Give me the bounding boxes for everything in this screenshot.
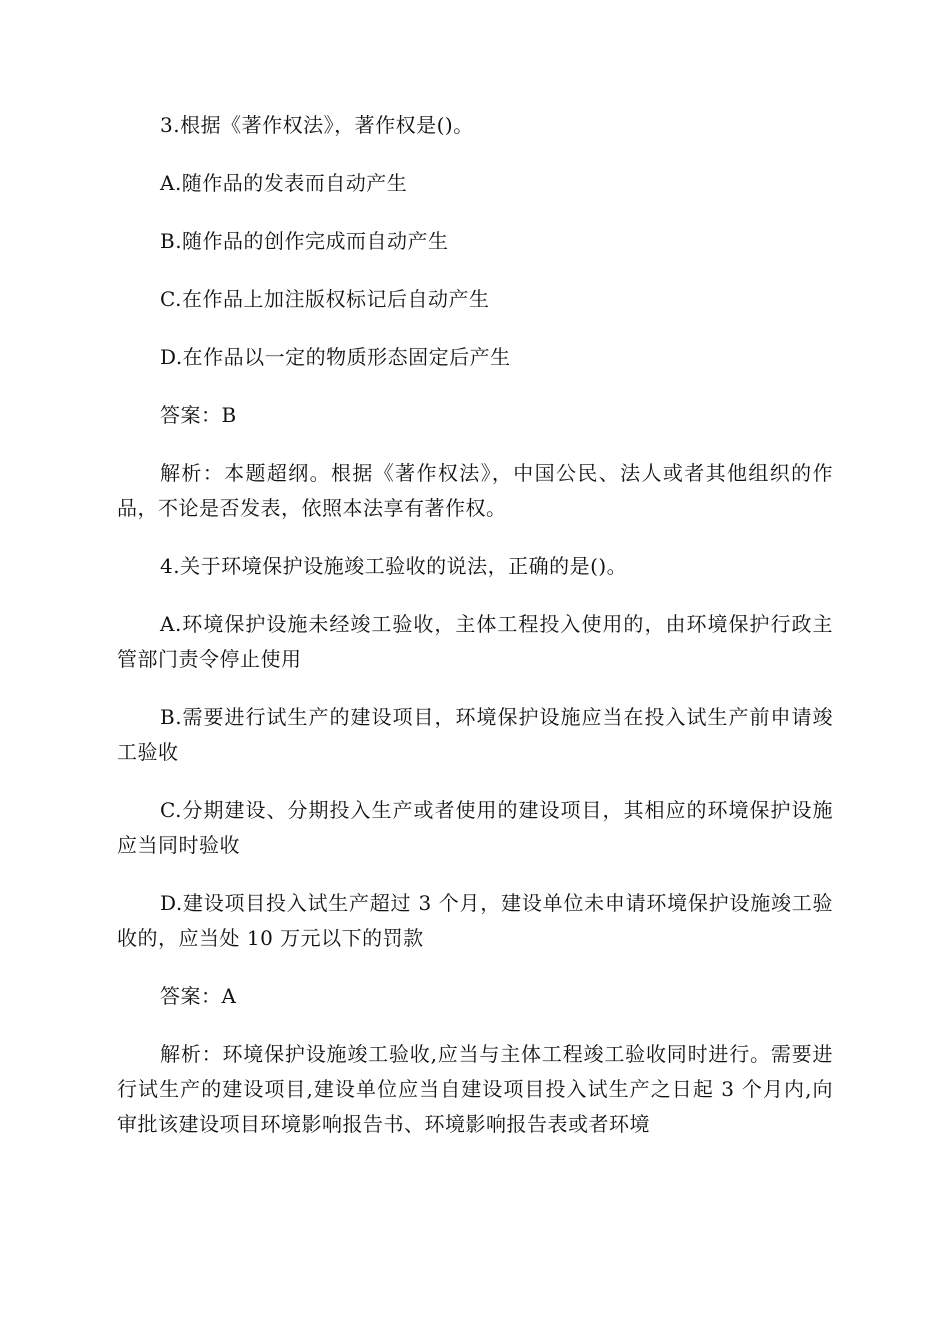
question-3-explanation: 解析：本题超纲。根据《著作权法》，中国公民、法人或者其他组织的作品，不论是否发表，依照本法享有著作权。 xyxy=(117,461,833,520)
question-3-option-d: D.在作品以一定的物质形态固定后产生 xyxy=(160,345,511,369)
question-3-answer: 答案：B xyxy=(160,403,237,427)
question-4-answer: 答案：A xyxy=(160,984,237,1008)
question-3-option-c: C.在作品上加注版权标记后自动产生 xyxy=(160,287,490,311)
question-4-option-b: B.需要进行试生产的建设项目，环境保护设施应当在投入试生产前申请竣工验收 xyxy=(117,705,833,764)
question-4-option-c: C.分期建设、分期投入生产或者使用的建设项目，其相应的环境保护设施应当同时验收 xyxy=(117,798,833,857)
question-4-stem: 4.关于环境保护设施竣工验收的说法，正确的是()。 xyxy=(160,554,628,578)
question-4-explanation: 解析：环境保护设施竣工验收,应当与主体工程竣工验收同时进行。需要进行试生产的建设项目,建设单位应当自建设项目投入试生产之日起 3 个月内,向审批该建设项目环境影响报告书、环境影响报告表或者环境 xyxy=(117,1042,833,1136)
question-3-stem: 3.根据《著作权法》，著作权是()。 xyxy=(160,113,474,137)
question-4-option-d: D.建设项目投入试生产超过 3 个月，建设单位未申请环境保护设施竣工验收的，应当处 10 万元以下的罚款 xyxy=(117,891,833,950)
document-body xyxy=(117,108,833,1165)
question-3-option-b: B.随作品的创作完成而自动产生 xyxy=(160,229,449,253)
question-4-option-a: A.环境保护设施未经竣工验收，主体工程投入使用的，由环境保护行政主管部门责令停止使用 xyxy=(117,612,833,671)
question-3-option-a: A.随作品的发表而自动产生 xyxy=(160,171,408,195)
